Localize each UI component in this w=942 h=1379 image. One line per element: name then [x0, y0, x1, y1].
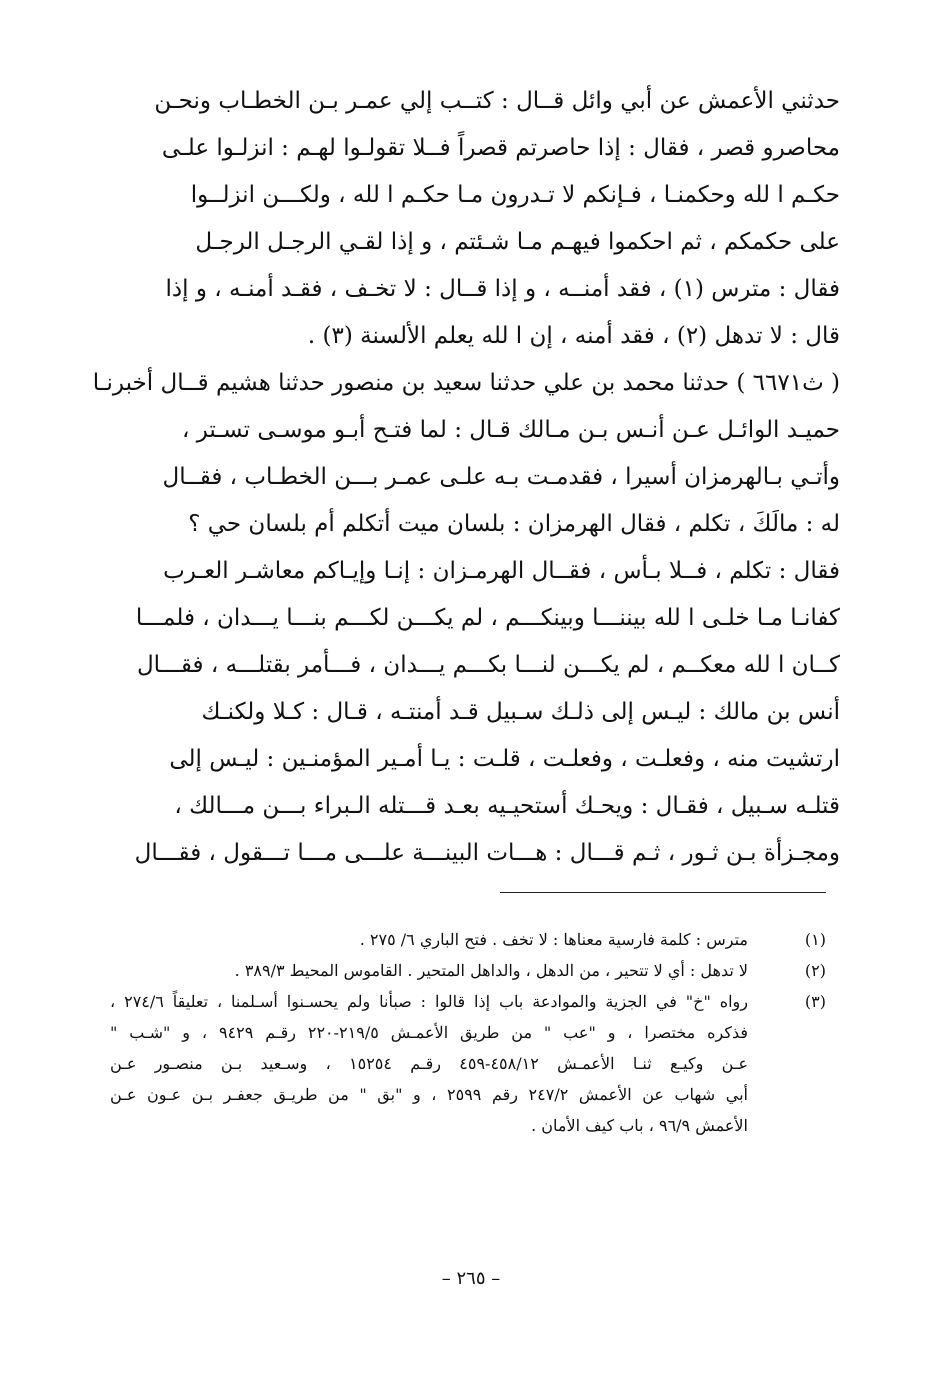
hadith-heading-line: ( ث٦٦٧١ ) حدثنا محمد بن علي حدثنا سعيد بن منصور حدثنا هشيم قــال أخبرنـا	[92, 370, 840, 396]
text-line: حكـم ا لله وحكمنـا ، فـإنكم لا تـدرون مـا حكـم ا لله ، ولكـــن انزلــوا	[190, 182, 840, 208]
text-line: حميـد الوائـل عـن أنـس بـن مـالك قـال : لما فتـح أبـو موسـى تسـتر ،	[181, 417, 840, 443]
text-line: وأتـي بـالهرمزان أسيرا ، فقدمـت بـه علـى عمـر بـــن الخطـاب ، فقــال	[162, 464, 840, 490]
page-number: – ٢٦٥ –	[441, 1268, 501, 1289]
text-line: فقال : مترس (١) ، فقد أمنــه ، و إذا قــال : لا تخـف ، فقـد أمنـه ، و إذا	[165, 276, 840, 302]
text-line: ومجـزأة بـن ثـور ، ثـم قـــال : هـــات البينـــة علـــى مـــا تـــقول ، فقـــال	[134, 840, 840, 866]
text-line: أنس بن مالك : ليـس إلى ذلـك سـبيل قـد أمنتـه ، قـال : كـلا ولكنـك	[201, 699, 840, 725]
footnote-number: (٣)	[804, 992, 826, 1011]
text-line: ارتشيت منه ، وفعلـت ، وفعلـت ، قلـت : يـا أمـير المؤمنـين : ليـس إلى	[169, 746, 840, 772]
text-line: كــان ا لله معكــم ، لم يكـــن لنـــا بكـــم يـــدان ، فـــأمر بقتلـــه ، فقـــال	[136, 652, 840, 678]
footnote-1	[110, 924, 840, 955]
text-line: على حكمكم ، ثم احكموا فيهـم مـا شـئتم ، و إذا لقـي الرجـل الرجـل	[195, 229, 840, 255]
text-line: قتلـه سـبيل ، فقـال : ويحـك أستحيـيه بعـد قـــتله الـبراء بـــن مـــالك ،	[174, 793, 840, 819]
footnote-number: (١)	[804, 930, 826, 949]
footnote-2	[110, 955, 840, 986]
text-line: حدثني الأعمش عن أبي وائل قــال : كتــب إلي عمـر بـن الخطـاب ونحـن	[154, 88, 840, 114]
text-line: قال : لا تدهل (٢) ، فقد أمنه ، إن ا لله يعلم الألسنة (٣) .	[307, 323, 840, 349]
footnote-text: أبي شهاب عن الأعمش ٢٤٧/٢ رقم ٢٥٩٩ ، و "بق " من طريـق جعفـر بـن عـون عـن	[110, 1085, 748, 1104]
footnote-number: (٢)	[804, 961, 826, 980]
footnote-3	[110, 986, 840, 1141]
main-text-block	[92, 78, 840, 877]
text-line: محاصرو قصر ، فقال : إذا حاصرتم قصراً فــلا تقولـوا لهـم : انزلـوا علـى	[161, 135, 840, 161]
footnote-divider	[500, 892, 826, 893]
footnote-text: لا تدهل : أي لا تتحير ، من الدهل ، والداهل المتحير . القاموس المحيط ٣٨٩/٣ .	[234, 961, 748, 980]
footnote-text: فذكره مختصرا ، و "عب " من طريق الأعمـش ٢١٩/٥-٢٢٠ رقـم ٩٤٢٩ ، و "شـب "	[110, 1023, 749, 1042]
text-line: فقال : تكلم ، فــلا بـأس ، فقــال الهرمـزان : إنـا وإيـاكم معاشـر العـرب	[163, 558, 840, 584]
footnote-text: رواه "خ" في الجزية والموادعة باب إذا قالوا : صبأنا ولم يحسـنوا أسـلمنا ، تعليقاً ٢٧٤/٦ ،	[110, 992, 749, 1011]
text-line: له : مالَكَ ، تكلم ، فقال الهرمزان : بلسان ميت أتكلم أم بلسان حي ؟	[188, 511, 840, 537]
footnote-text: الأعمش ٩٦/٩ ، باب كيف الأمان .	[531, 1116, 748, 1135]
footnote-text: مترس : كلمة فارسية معناها : لا تخف . فتح الباري ٦/ ٢٧٥ .	[359, 930, 748, 949]
text-line: كفانـا مـا خلـى ا لله بيننـــا وبينكـــم ، لم يكـــن لكـــم بنـــا يـــدان ، فلمـــا	[135, 605, 840, 631]
footnotes-section	[110, 924, 840, 1141]
footnote-text: عـن وكيـع ثنـا الأعمـش ٤٥٨/١٢-٤٥٩ رقـم ١٥٢٥٤ ، وسـعيد بـن منصـور عـن	[110, 1054, 749, 1073]
